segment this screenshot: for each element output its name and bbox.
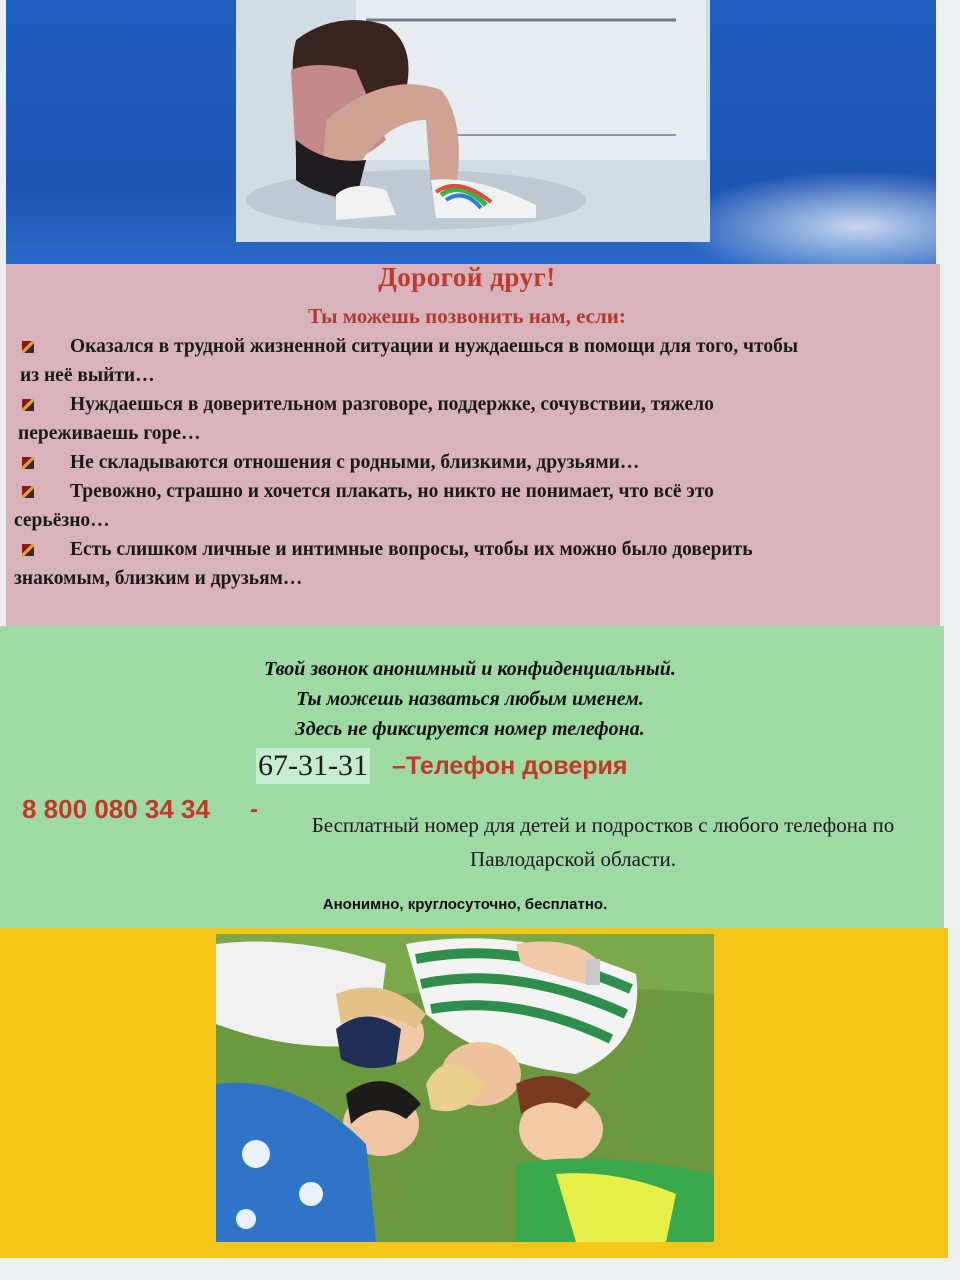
list-item-continuation bbox=[14, 564, 938, 593]
reason-text: серьёзно… bbox=[14, 510, 110, 531]
list-item bbox=[14, 390, 938, 419]
bullet-arrow-icon bbox=[22, 544, 34, 556]
list-item-continuation bbox=[14, 419, 938, 448]
list-item-continuation bbox=[14, 361, 938, 390]
list-item bbox=[14, 332, 938, 361]
reasons-list bbox=[14, 332, 938, 593]
free-phone-number: 8 800 080 34 34 bbox=[22, 794, 210, 824]
list-item bbox=[14, 477, 938, 506]
bullet-arrow-icon bbox=[22, 457, 34, 469]
free-phone-description-line: Павлодарской области. bbox=[470, 847, 676, 871]
hotline-label: –Телефон доверия bbox=[392, 752, 628, 780]
reason-text: Нуждаешься в доверительном разговоре, поддержке, сочувствии, тяжело bbox=[70, 394, 714, 415]
reason-text: Не складываются отношения с родными, близкими, друзьями… bbox=[70, 452, 640, 473]
free-phone-description bbox=[268, 808, 938, 876]
bullet-arrow-icon bbox=[22, 486, 34, 498]
assurance-line: Здесь не фиксируется номер телефона. bbox=[295, 718, 645, 740]
reason-text: Оказался в трудной жизненной ситуации и нуждаешься в помощи для того, чтобы bbox=[70, 336, 799, 357]
reason-text: знакомым, близким и друзьям… bbox=[14, 568, 303, 589]
assurance-line: Ты можешь назваться любым именем. bbox=[296, 688, 644, 710]
list-item bbox=[14, 448, 938, 477]
hotline-number: 67-31-31 bbox=[258, 749, 368, 782]
list-item bbox=[14, 535, 938, 564]
footer-note: Анонимно, круглосуточно, бесплатно. bbox=[322, 896, 608, 913]
reason-text: Тревожно, страшно и хочется плакать, но никто не понимает, что всё это bbox=[70, 481, 714, 502]
poster-subtitle: Ты можешь позвонить нам, если: bbox=[308, 304, 626, 328]
reason-text: переживаешь горе… bbox=[18, 423, 201, 444]
teens-lying-on-grass-photo bbox=[216, 934, 714, 1242]
list-item-continuation bbox=[14, 506, 938, 535]
reason-text: из неё выйти… bbox=[20, 365, 155, 386]
reason-text: Есть слишком личные и интимные вопросы, чтобы их можно было доверить bbox=[70, 539, 753, 560]
free-phone-dash: - bbox=[250, 796, 258, 823]
sad-girl-photo bbox=[236, 0, 710, 242]
poster-title: Дорогой друг! bbox=[378, 262, 556, 292]
bullet-arrow-icon bbox=[22, 341, 34, 353]
glare bbox=[676, 170, 936, 264]
bullet-arrow-icon bbox=[22, 399, 34, 411]
free-phone-description-line: Бесплатный номер для детей и подростков с любого телефона по bbox=[311, 813, 895, 837]
assurance-line: Твой звонок анонимный и конфиденциальный. bbox=[264, 658, 676, 680]
